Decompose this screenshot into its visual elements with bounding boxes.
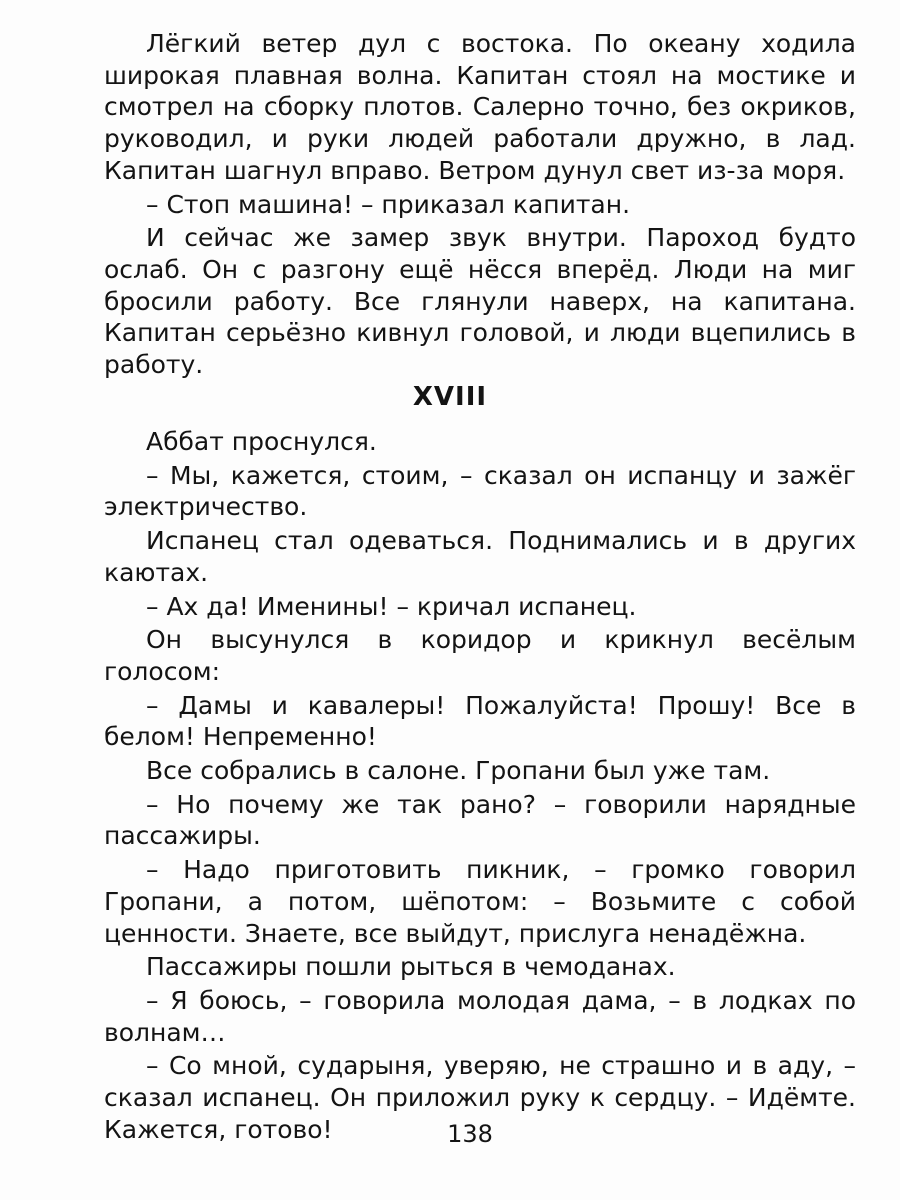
paragraph: Лёгкий ветер дул с востока. По океану ходила широкая плавная волна. Капитан стоял на мостике и смотрел на сборку плотов. Салерно точно, без окриков, руководил, и руки людей работали дружно, в лад. Капитан шагнул вправо. Ветром дунул свет из-за моря. xyxy=(104,29,856,185)
paragraph: Все собрались в салоне. Гропани был уже там. xyxy=(146,756,771,786)
paragraph: – Дамы и кавалеры! Пожалуйста! Прошу! Все в белом! Непременно! xyxy=(104,690,856,752)
paragraph: – Надо приготовить пикник, – громко говорил Гропани, а потом, шёпотом: – Возьмите с собой ценности. Знаете, все выйдут, прислуга ненадёжна. xyxy=(104,855,856,948)
paragraph: Аббат проснулся. xyxy=(146,427,377,456)
paragraph: – Я боюсь, – говорила молодая дама, – в лодках по волнам… xyxy=(104,985,856,1047)
paragraph: Он высунулся в коридор и крикнул весёлым голосом: xyxy=(104,625,856,686)
chapter-heading: XVIII xyxy=(412,382,488,412)
page-number: 138 xyxy=(447,1120,493,1148)
paragraph: И сейчас же замер звук внутри. Пароход будто ослаб. Он с разгону ещё нёсся вперёд. Люди на миг бросили работу. Все глянули наверх, на капитана. Капитан серьёзно кивнул головой, и люди вцепились в работу. xyxy=(104,223,856,380)
paragraph: – Со мной, сударыня, уверяю, не страшно и в аду, – сказал испанец. Он приложил руку к сердцу. – Идёмте. Кажется, готово! xyxy=(104,1051,856,1144)
paragraph: Пассажиры пошли рыться в чемоданах. xyxy=(146,952,676,982)
bottom-text-block xyxy=(104,426,856,1147)
paragraph: – Стоп машина! – приказал капитан. xyxy=(146,189,631,219)
paragraph: – Но почему же так рано? – говорили нарядные пассажиры. xyxy=(104,789,856,851)
paragraph: – Ах да! Именины! – кричал испанец. xyxy=(146,591,637,621)
paragraph: Испанец стал одеваться. Поднимались и в других каютах. xyxy=(104,526,856,587)
top-text-block xyxy=(104,28,856,383)
paragraph: – Мы, кажется, стоим, – сказал он испанцу и зажёг электричество. xyxy=(104,460,856,522)
